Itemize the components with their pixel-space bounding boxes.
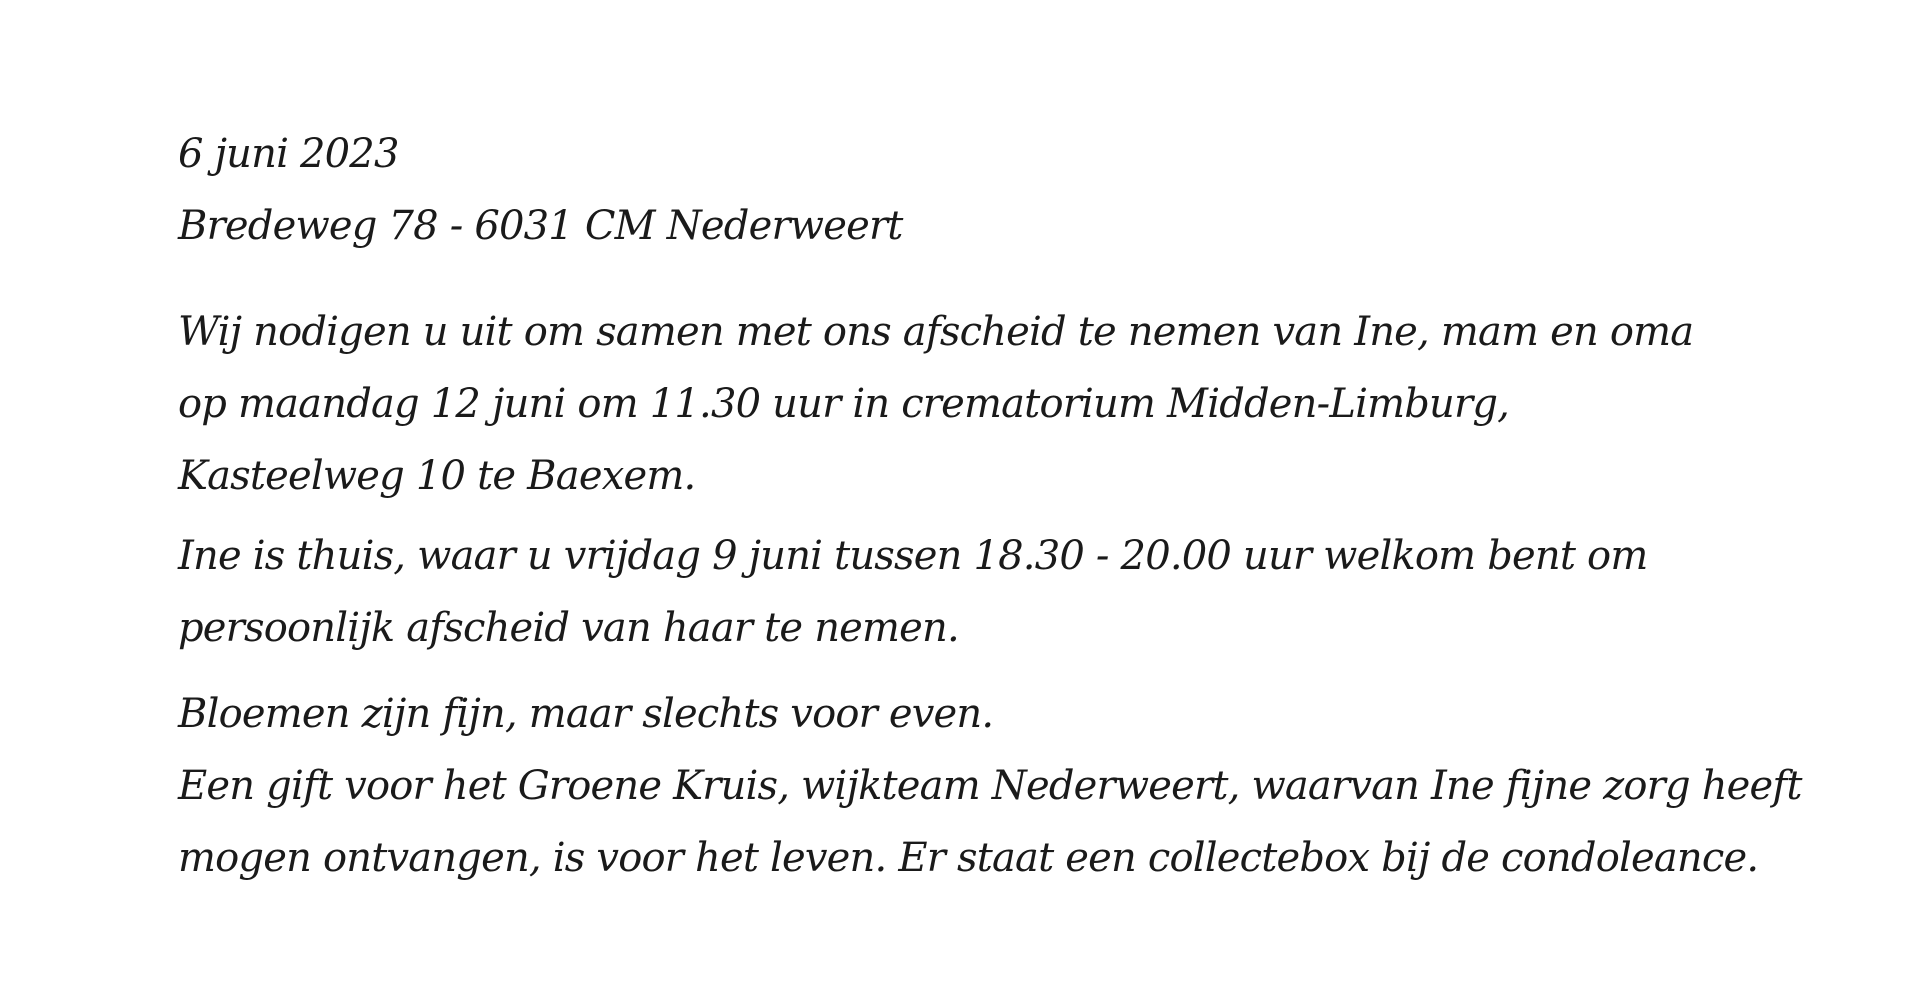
invitation-line: Kasteelweg 10 te Baexem. [178,453,696,499]
invitation-line: op maandag 12 juni om 11.30 uur in crematorium Midden-Limburg, [178,381,1510,427]
funeral-notice-card [178,118,1802,894]
donation-line: mogen ontvangen, is voor het leven. Er staat een collectebox bij de condoleance. [178,835,1759,881]
donation-line: Bloemen zijn fijn, maar slechts voor even. [178,691,994,737]
donation-line: Een gift voor het Groene Kruis, wijkteam Nederweert, waarvan Ine fijne zorg heeft [178,763,1802,809]
header-block [178,118,1798,262]
visit-line: Ine is thuis, waar u vrijdag 9 juni tussen 18.30 - 20.00 uur welkom bent om [178,533,1648,579]
invitation-line: Wij nodigen u uit om samen met ons afscheid te nemen van Ine, mam en oma [178,309,1694,355]
home-address: Bredeweg 78 - 6031 CM Nederweert [178,203,903,249]
visit-line: persoonlijk afscheid van haar te nemen. [178,605,959,651]
invitation-paragraph [178,296,1798,512]
donation-paragraph [178,678,1802,894]
notice-date: 6 juni 2023 [178,131,399,177]
visit-paragraph [178,520,1798,664]
